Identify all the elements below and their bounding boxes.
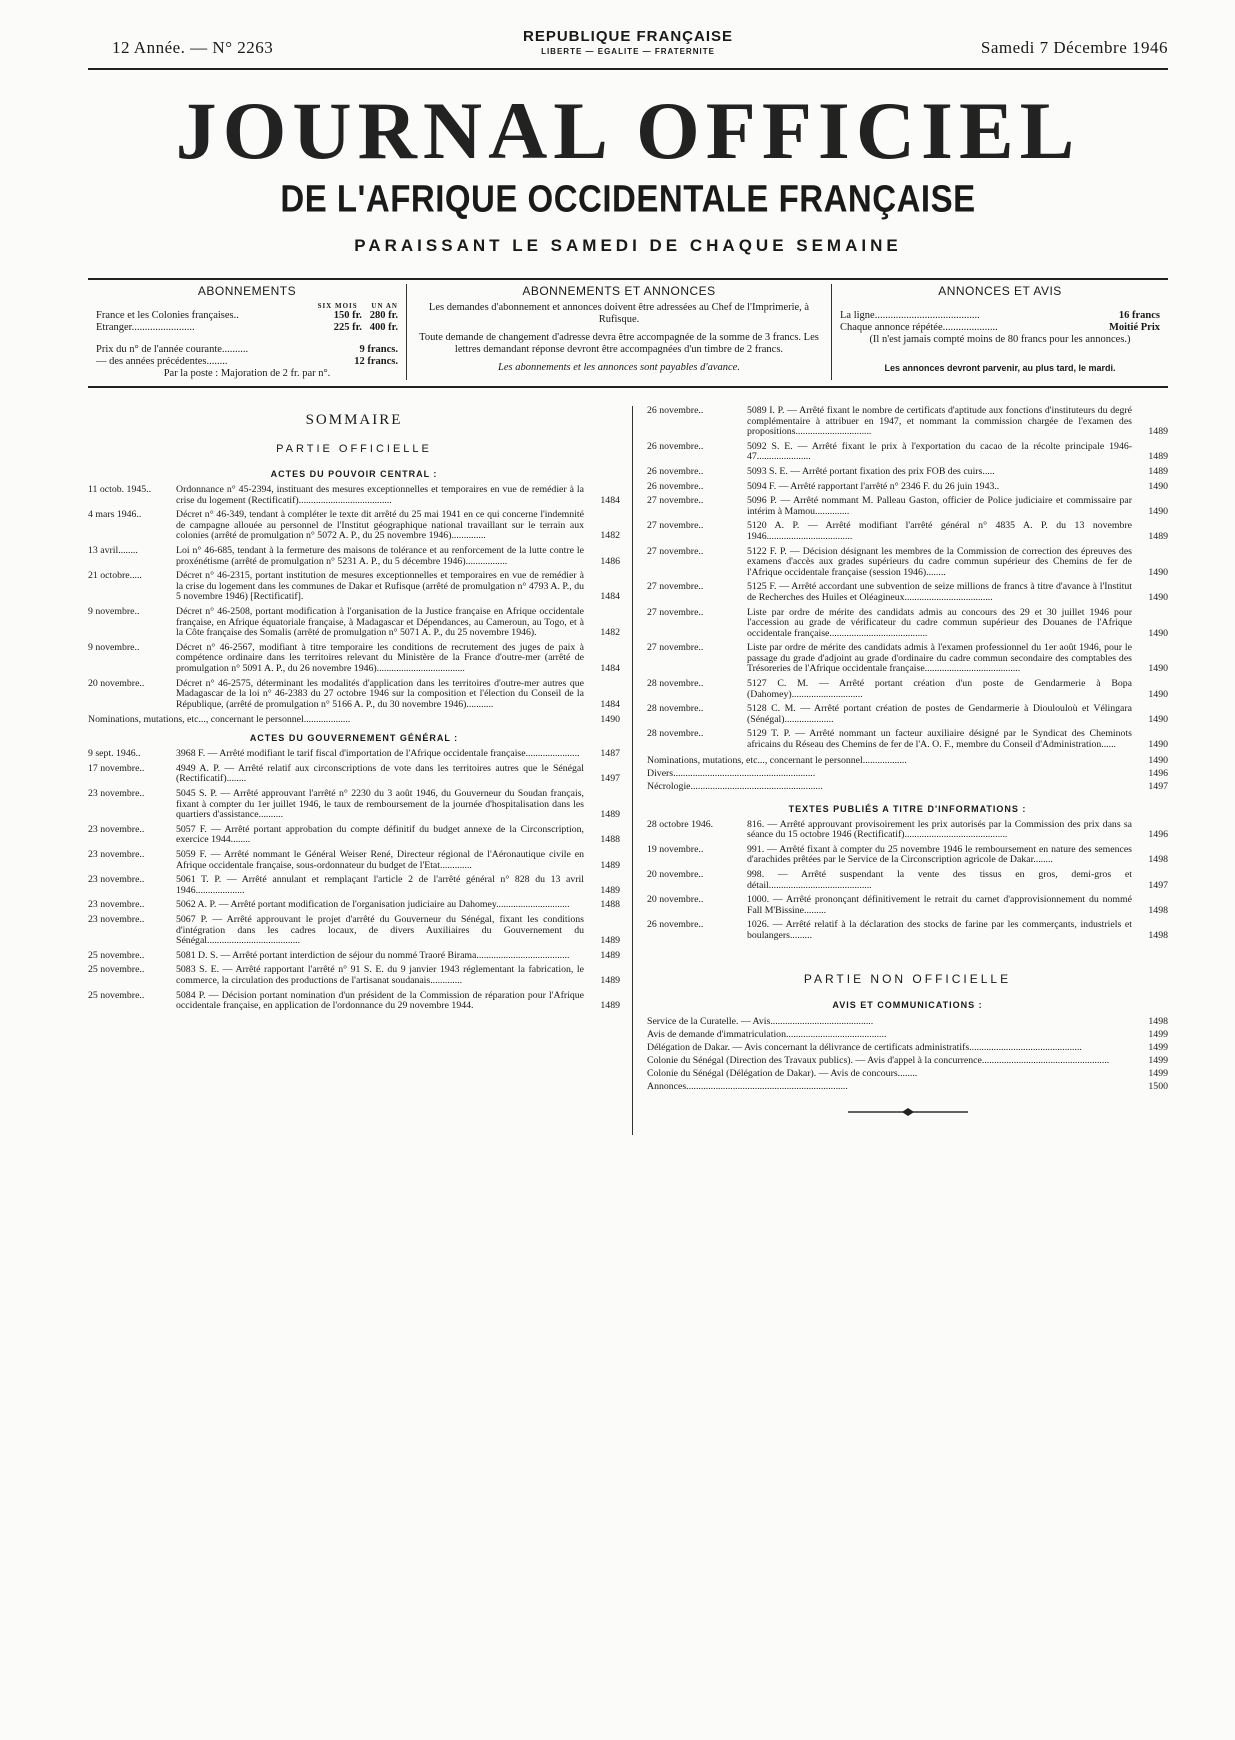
pouvoir-central-heading: ACTES DU POUVOIR CENTRAL : <box>270 469 438 479</box>
entry-page: 1490 <box>1148 754 1168 766</box>
entry-date: 23 novembre.. <box>88 874 145 886</box>
entry-text: 816. — Arrêté approuvant provisoirement les prix autorisés par la Commission des prix dans sa séance du 15 octobre 1946 (Rectificatif).......................................... <box>747 818 1132 841</box>
sommaire-entry <box>647 1068 1168 1079</box>
entry-page: 1496 <box>1148 767 1168 779</box>
entry-date: 20 novembre.. <box>647 894 704 906</box>
entry-date: 27 novembre.. <box>647 520 704 532</box>
entry-text: Colonie du Sénégal (Délégation de Dakar). — Avis de concours........ <box>647 1067 918 1079</box>
entry-text: Décret n° 46-2567, modifiant à titre temporaire les conditions de recrutement des juges de paix à compétence ordinaire dans les territoires relevant du Ministère de la France d'outre-mer (arrêté de promulgation n° 5091 A. P., du 26 novembre 1946).................................... <box>176 641 584 674</box>
entry-text: 1000. — Arrêté prononçant définitivement le retrait du carnet d'approvisionnement du nommé Fall M'Bissine......... <box>747 894 1132 916</box>
sommaire-entry <box>647 679 1168 700</box>
sommaire-entry <box>88 900 620 911</box>
annonce-value: 16 francs <box>1118 310 1160 321</box>
entry-page: 1487 <box>600 748 620 760</box>
entry-date: 20 novembre.. <box>88 677 145 689</box>
sommaire-entry <box>88 643 620 675</box>
sommaire-entry <box>647 1016 1168 1027</box>
six-mois-header: SIX MOIS <box>317 302 358 310</box>
entry-page: 1499 <box>1148 1041 1168 1053</box>
entry-text: Ordonnance n° 45-2394, instituant des mesures exceptionnelles et temporaires en vue de remédier à la crise du logement (Rectificatif)...................................... <box>176 484 584 506</box>
annonce-value: Moitié Prix <box>1108 322 1160 333</box>
sommaire-entry <box>647 920 1168 941</box>
annonces-title: ANNONCES ET AVIS <box>938 284 1062 298</box>
entry-page: 1496 <box>1148 829 1168 841</box>
avis-heading: AVIS ET COMMUNICATIONS : <box>832 999 983 1010</box>
entry-text: 5057 F. — Arrêté portant approbation du compte définitif du budget annexe de la Circonscription, exercice 1944........ <box>176 823 584 846</box>
sommaire-entry <box>647 482 1168 493</box>
sommaire-entry <box>88 764 620 785</box>
entry-page: 1484 <box>600 591 620 603</box>
entry-page: 1484 <box>600 662 620 674</box>
avis-list <box>647 1016 1168 1092</box>
entry-text: 5081 D. S. — Arrêté portant interdiction de séjour du nommé Traoré Birama...................................... <box>176 949 570 961</box>
entry-date: 23 novembre.. <box>88 849 145 861</box>
entry-page: 1490 <box>1148 688 1168 700</box>
sommaire-entry <box>647 547 1168 579</box>
entry-date: 28 novembre.. <box>647 678 704 690</box>
rate-year: 280 fr. <box>369 310 398 321</box>
issue-number: 12 Année. — N° 2263 <box>112 38 274 57</box>
sommaire-entry <box>647 755 1168 766</box>
abonnements-title: ABONNEMENTS <box>197 284 297 298</box>
price-value: 12 francs. <box>354 356 398 367</box>
sommaire-entry <box>647 820 1168 841</box>
entry-page: 1489 <box>600 859 620 871</box>
entry-page: 1497 <box>600 773 620 785</box>
entry-text: Avis de demande d'immatriculation......................................... <box>647 1028 887 1040</box>
entry-date: 9 novembre.. <box>88 641 140 653</box>
sommaire-entry <box>88 607 620 639</box>
entry-page: 1490 <box>1148 713 1168 725</box>
un-an-header: UN AN <box>371 302 398 310</box>
entry-text: Décret n° 46-2508, portant modification à l'organisation de la Justice française en Afrique occidentale française, en Afrique équatoriale française, à Madagascar et Dépendances, au Cameroun, au Togo, et à la Côte française des Somalis (arrêté de promulgation n° 5071 A. P., du 25 novembre 1946). <box>176 605 584 639</box>
entry-text: Divers.......................................................... <box>647 767 816 779</box>
entry-date: 23 novembre.. <box>88 914 145 925</box>
entry-date: 26 novembre.. <box>647 465 704 477</box>
ornament-icon <box>848 1107 968 1117</box>
entry-text: 5122 F. P. — Décision désignant les membres de la Commission de correction des épreuves des examens d'accès aux grades supérieurs du cadre commun supérieur des Chemins de fer de l'Afrique occidentale française (session 1946)........ <box>747 545 1132 578</box>
entry-date: 20 novembre.. <box>647 869 704 880</box>
entry-text: Annonces.................................................................. <box>647 1080 848 1092</box>
entry-page: 1490 <box>1148 566 1168 578</box>
entry-text: 4949 A. P. — Arrêté relatif aux circonscriptions de vote dans les territoires autres que le Sénégal (Rectificatif)........ <box>176 762 584 785</box>
entry-text: Nominations, mutations, etc..., concernant le personnel.................. <box>647 754 907 766</box>
entry-page: 1488 <box>600 899 620 911</box>
sommaire-entry <box>88 991 620 1012</box>
entry-date: 27 novembre.. <box>647 642 704 654</box>
sommaire-entry <box>88 915 620 947</box>
entry-page: 1498 <box>1148 1015 1168 1027</box>
entry-date: 19 novembre.. <box>647 843 704 855</box>
rate-row <box>96 322 398 334</box>
textes-publies-heading: TEXTES PUBLIÉS A TITRE D'INFORMATIONS : <box>788 803 1027 814</box>
sommaire-entry <box>647 1042 1168 1053</box>
rate-six: 150 fr. <box>333 310 362 321</box>
entry-date: 26 novembre.. <box>647 919 704 931</box>
entry-page: 1482 <box>600 627 620 639</box>
annonce-deadline: Les annonces devront parvenir, au plus tard, le mardi. <box>884 363 1116 373</box>
entry-text: Service de la Curatelle. — Avis.......................................... <box>647 1015 874 1027</box>
entry-date: 23 novembre.. <box>88 788 145 800</box>
journal-tagline: PARAISSANT LE SAMEDI DE CHAQUE SEMAINE <box>354 236 902 255</box>
top-rule <box>88 68 1168 70</box>
left-column <box>88 406 633 1135</box>
entry-page: 1489 <box>1148 530 1168 542</box>
entry-page: 1489 <box>600 1000 620 1012</box>
entry-text: 5067 P. — Arrêté approuvant le projet d'arrêté du Gouverneur du Sénégal, fixant les conditions d'intégration dans les cadres locaux, de divers Auxiliaires du Gouvernement du Sénégal...................................... <box>176 914 584 947</box>
rate-row <box>96 310 398 322</box>
entry-page: 1498 <box>1148 904 1168 916</box>
entry-page: 1500 <box>1148 1080 1168 1092</box>
entry-date: 25 novembre.. <box>88 964 145 976</box>
annonce-note: (Il n'est jamais compté moins de 80 francs pour les annonces.) <box>869 334 1131 345</box>
sommaire-entry <box>647 1055 1168 1066</box>
entry-date: 23 novembre.. <box>88 899 145 911</box>
nominations-page: 1490 <box>600 714 620 726</box>
entry-date: 13 avril........ <box>88 544 138 556</box>
nominations-line <box>88 714 620 725</box>
sommaire-entry <box>647 582 1168 603</box>
entry-text: 991. — Arrêté fixant à compter du 25 novembre 1946 le remboursement en nature des semences d'arachides prêtées par le Service de la Circonscription agricole de Dakar........ <box>747 843 1132 866</box>
sommaire-entry <box>647 870 1168 891</box>
entry-text: Colonie du Sénégal (Direction des Travaux publics). — Avis d'appel à la concurrence.................................................... <box>647 1054 1110 1066</box>
entry-page: 1488 <box>600 834 620 846</box>
entry-text: 998. — Arrêté suspendant la vente des tissus en gros, demi-gros et détail.......................................... <box>747 869 1132 891</box>
entry-text: 5128 C. M. — Arrêté portant création de postes de Gendarmerie à Dioulouloù et Vélingara (Sénégal).................... <box>747 703 1132 725</box>
entry-page: 1482 <box>600 530 620 542</box>
sommaire-entry <box>647 406 1168 438</box>
entry-page: 1498 <box>1148 929 1168 941</box>
sommaire-entry <box>88 749 620 760</box>
entry-text: Décret n° 46-2575, déterminant les modalités d'application dans les territoires d'outre-mer autres que Madagascar de la loi n° 46-2383 du 27 octobre 1946 sur la composition et l'élection du Conseil de la République, (arrêté de promulgation n° 5166 A. P., du 30 novembre 1946)........... <box>176 677 584 710</box>
sommaire-entry <box>88 875 620 896</box>
subscription-box <box>88 278 1168 388</box>
sommaire-entry <box>647 442 1168 463</box>
price-row <box>96 344 398 356</box>
entry-page: 1490 <box>1148 480 1168 492</box>
sommaire-columns <box>88 406 1168 1135</box>
entry-date: 27 novembre.. <box>647 545 704 557</box>
sommaire-title: SOMMAIRE <box>305 412 403 428</box>
ornament-divider <box>647 1106 1168 1121</box>
entry-page: 1489 <box>1148 465 1168 477</box>
entry-page: 1489 <box>600 949 620 961</box>
entry-date: 9 novembre.. <box>88 605 140 617</box>
sommaire-entry <box>88 850 620 871</box>
entry-date: 25 novembre.. <box>88 949 145 961</box>
entry-page: 1497 <box>1148 780 1168 792</box>
entry-text: 5120 A. P. — Arrêté modifiant l'arrêté général n° 4835 A. P. du 13 novembre 1946................................... <box>747 520 1132 542</box>
entry-text: 5129 T. P. — Arrêté nommant un facteur auxiliaire désigné par le Syndicat des Cheminots africains du Réseau des Chemins de fer de l'A. O. F., membre du Conseil d'Administration...... <box>747 728 1132 751</box>
sommaire-entry <box>88 571 620 603</box>
entry-date: 25 novembre.. <box>88 989 145 1001</box>
price-row <box>96 356 398 368</box>
entry-text: 5061 T. P. — Arrêté annulant et remplaçant l'article 2 de l'arrêté général n° 828 du 13 avril 1946.................... <box>176 874 584 896</box>
entry-text: 5092 S. E. — Arrêté fixant le prix à l'exportation du cacao de la récolte principale 1946-47...................... <box>747 440 1132 463</box>
rate-year: 400 fr. <box>369 322 398 333</box>
entry-date: 26 novembre.. <box>647 405 704 416</box>
sommaire-entry <box>647 467 1168 478</box>
entry-text: 5059 F. — Arrêté nommant le Général Weiser René, Directeur régional de l'Aéronautique civile en Afrique occidentale française, sous-ordonnateur du budget de l'Etat............. <box>176 849 584 871</box>
entry-page: 1490 <box>1148 627 1168 639</box>
entry-text: 1026. — Arrêté relatif à la déclaration des stocks de farine par les commerçants, industriels et boulangers......... <box>747 919 1132 941</box>
entry-date: 21 octobre..... <box>88 570 142 582</box>
entry-date: 28 novembre.. <box>647 728 704 740</box>
sommaire-entry <box>88 789 620 821</box>
sommaire-entry <box>88 951 620 962</box>
entry-date: 17 novembre.. <box>88 762 145 774</box>
sommaire-entry <box>647 643 1168 675</box>
entry-date: 28 octobre 1946. <box>647 818 714 830</box>
entry-text: Loi n° 46-685, tendant à la fermeture des maisons de tolérance et au renforcement de la lutte contre le proxénétisme (arrêté de promulgation n° 5231 A. P., du 5 décembre 1946)................. <box>176 544 584 567</box>
top-line <box>88 22 1168 68</box>
right-column <box>633 406 1168 1135</box>
entry-text: Liste par ordre de mérite des candidats admis au concours des 29 et 30 juillet 1946 pour l'accession au grade de vérificateur du cadre commun supérieur des Douanes de l'Afrique occidentale française........................................ <box>747 606 1132 639</box>
entry-text: 5089 I. P. — Arrêté fixant le nombre de certificats d'aptitude aux fonctions d'instituteurs du degré complémentaire à attribuer en 1947, et nommant la commission chargée de l'examen des propositions............................... <box>747 405 1132 438</box>
sommaire-entry <box>647 608 1168 640</box>
sommaire-entry <box>88 965 620 986</box>
sommaire-entry <box>647 704 1168 725</box>
annonces-column <box>832 284 1168 380</box>
entry-page: 1490 <box>1148 663 1168 675</box>
sommaire-entry <box>647 781 1168 792</box>
journal-subtitle: DE L'AFRIQUE OCCIDENTALE FRANÇAISE <box>280 177 976 220</box>
sommaire-entry <box>647 895 1168 916</box>
post-surcharge: Par la poste : Majoration de 2 fr. par n°. <box>163 368 331 379</box>
sommaire-entry <box>647 845 1168 866</box>
entry-page: 1497 <box>1148 879 1168 891</box>
issue-date: Samedi 7 Décembre 1946 <box>980 38 1168 57</box>
partie-non-officielle-heading: PARTIE NON OFFICIELLE <box>803 971 1012 986</box>
abonnements-column <box>88 284 407 380</box>
middle-paragraph-2: Toute demande de changement d'adresse devra être accompagnée de la somme de 3 francs. Les lettres demandant réponse devront être accompagnées d'un timbre de 2 francs. <box>419 332 819 355</box>
gouvernement-general-heading: ACTES DU GOUVERNEMENT GÉNÉRAL : <box>249 733 459 744</box>
entry-page: 1489 <box>600 974 620 986</box>
entry-date: 28 novembre.. <box>647 703 704 715</box>
entry-page: 1489 <box>1148 426 1168 438</box>
entry-text: Décret n° 46-2315, portant institution de mesures exceptionnelles et temporaires en vue de remédier à la crise du logement dans les communes de Dakar et Rufisque (arrêté de promulgation n° 4793 A. P., du 5 novembre 1946) [Rectificatif]. <box>176 570 584 603</box>
entry-text: 5045 S. P. — Arrêté approuvant l'arrêté n° 2230 du 3 août 1946, du Gouverneur du Soudan français, fixant à compter du 1er juillet 1946, le taux de remboursement de la journée d'hospitalisation dans les quartiers d'assistance.......... <box>176 788 584 821</box>
abonnements-annonces-column <box>407 284 832 380</box>
partie-officielle-heading: PARTIE OFFICIELLE <box>276 443 432 455</box>
entry-page: 1499 <box>1148 1054 1168 1066</box>
entry-date: 27 novembre.. <box>647 495 704 507</box>
republic-motto: LIBERTE — EGALITE — FRATERNITE <box>541 47 715 56</box>
sommaire-entry <box>88 679 620 711</box>
entry-text: 5127 C. M. — Arrêté portant création d'un poste de Gendarmerie à Bopa (Dahomey)............................. <box>747 678 1132 700</box>
entry-text: 3968 F. — Arrêté modifiant le tarif fiscal d'importation de l'Afrique occidentale française...................... <box>176 748 580 760</box>
textes-publies-list <box>647 820 1168 942</box>
entry-date: 9 sept. 1946.. <box>88 748 141 760</box>
entry-text: 5093 S. E. — Arrêté portant fixation des prix FOB des cuirs..... <box>747 465 995 477</box>
entry-page: 1489 <box>1148 451 1168 463</box>
entry-date: 26 novembre.. <box>647 440 704 452</box>
entry-text: Nécrologie...................................................... <box>647 780 823 792</box>
journal-title: JOURNAL OFFICIEL <box>175 85 1081 176</box>
entry-text: Liste par ordre de mérite des candidats admis à l'examen professionnel du 1er août 1946, pour le passage du grade d'adjoint au grade d'ordinaire du cadre commun secondaire des comptables des Trésoreries de l'Afrique occidentale française....................................... <box>747 642 1132 675</box>
masthead <box>88 85 1168 256</box>
entry-date: 27 novembre.. <box>647 606 704 618</box>
annonce-row <box>840 322 1160 334</box>
middle-paragraph-1: Les demandes d'abonnement et annonces doivent être adressées au Chef de l'Imprimerie, à Rufisque. <box>428 302 810 325</box>
entry-date: 4 mars 1946.. <box>88 509 142 521</box>
annonce-row <box>840 310 1160 322</box>
sommaire-entry <box>647 521 1168 542</box>
sommaire-entry <box>88 510 620 542</box>
entry-text: Délégation de Dakar. — Avis concernant la délivrance de certificats administratifs.............................................. <box>647 1041 1082 1053</box>
entry-page: 1498 <box>1148 854 1168 866</box>
sommaire-entry <box>647 1081 1168 1092</box>
sommaire-entry <box>647 1029 1168 1040</box>
sommaire-entry <box>647 768 1168 779</box>
price-label: Prix du n° de l'année courante.......... <box>96 344 249 355</box>
rate-six: 225 fr. <box>333 322 362 333</box>
right-misc-list <box>647 755 1168 792</box>
entry-page: 1484 <box>600 698 620 710</box>
entry-text: 5125 F. — Arrêté accordant une subvention de seize millions de francs à titre d'avance à l'Institut de Recherches des Huiles et Oléagineux.................................... <box>747 581 1132 603</box>
entry-page: 1489 <box>600 935 620 947</box>
sommaire-entry <box>88 825 620 846</box>
entry-text: 5096 P. — Arrêté nommant M. Palleau Gaston, officier de Police judiciaire et commissaire par intérim à Mamou.............. <box>747 495 1132 517</box>
journal-page <box>88 22 1168 1135</box>
republic-title: REPUBLIQUE FRANÇAISE <box>522 28 733 45</box>
entry-page: 1490 <box>1148 591 1168 603</box>
entry-page: 1484 <box>600 494 620 506</box>
abonnements-header <box>96 302 398 310</box>
entry-date: 26 novembre.. <box>647 480 704 492</box>
sommaire-entry <box>88 485 620 506</box>
entry-date: 11 octob. 1945.. <box>88 484 152 495</box>
price-value: 9 francs. <box>359 344 398 355</box>
entry-page: 1490 <box>1148 505 1168 517</box>
entry-page: 1489 <box>600 809 620 821</box>
sommaire-entry <box>647 496 1168 517</box>
price-label: — des années précédentes........ <box>96 356 228 367</box>
entry-text: Décret n° 46-349, tendant à compléter le texte dit arrêté du 25 mai 1941 en ce qui concerne l'indemnité de campagne allouée au personnel de l'Institut géographique national travaillant sur le terrain aux colonies (arrêté de promulgation n° 5072 A. P., du 25 novembre 1946).............. <box>176 509 584 542</box>
entry-text: 5083 S. E. — Arrêté rapportant l'arrêté n° 91 S. E. du 9 janvier 1943 réglementant la fabrication, le commerce, la circulation des productions de l'artisanat soudanais............. <box>176 964 584 986</box>
entry-page: 1490 <box>1148 739 1168 751</box>
entry-date: 27 novembre.. <box>647 581 704 593</box>
middle-title: ABONNEMENTS ET ANNONCES <box>522 284 716 298</box>
gouvernement-general-list <box>88 749 620 1011</box>
entry-date: 23 novembre.. <box>88 823 145 835</box>
entry-text: 5094 F. — Arrêté rapportant l'arrêté n° 2346 F. du 26 juin 1943.. <box>747 480 1000 492</box>
sommaire-entry <box>88 546 620 567</box>
middle-paragraph-3: Les abonnements et les annonces sont payables d'avance. <box>498 362 740 373</box>
entry-text: 5084 P. — Décision portant nomination d'un président de la Commission de réparation pour l'Afrique occidentale française, en application de l'ordonnance du 29 novembre 1944. <box>176 989 584 1012</box>
entry-page: 1489 <box>600 884 620 896</box>
sommaire-entry <box>647 729 1168 750</box>
entry-page: 1499 <box>1148 1067 1168 1079</box>
entry-text: 5062 A. P. — Arrêté portant modification de l'organisation judiciaire au Dahomey.............................. <box>176 899 570 911</box>
rate-label: Etranger........................ <box>96 322 195 333</box>
entry-page: 1499 <box>1148 1028 1168 1040</box>
rate-label: France et les Colonies françaises.. <box>96 310 239 321</box>
annonce-label: La ligne........................................ <box>840 310 980 321</box>
pouvoir-central-list <box>88 485 620 710</box>
annonce-label: Chaque annonce répétée..................... <box>840 322 998 333</box>
entry-page: 1486 <box>600 555 620 567</box>
right-entries-list <box>647 406 1168 751</box>
nominations-text: Nominations, mutations, etc..., concernant le personnel................... <box>88 714 351 726</box>
